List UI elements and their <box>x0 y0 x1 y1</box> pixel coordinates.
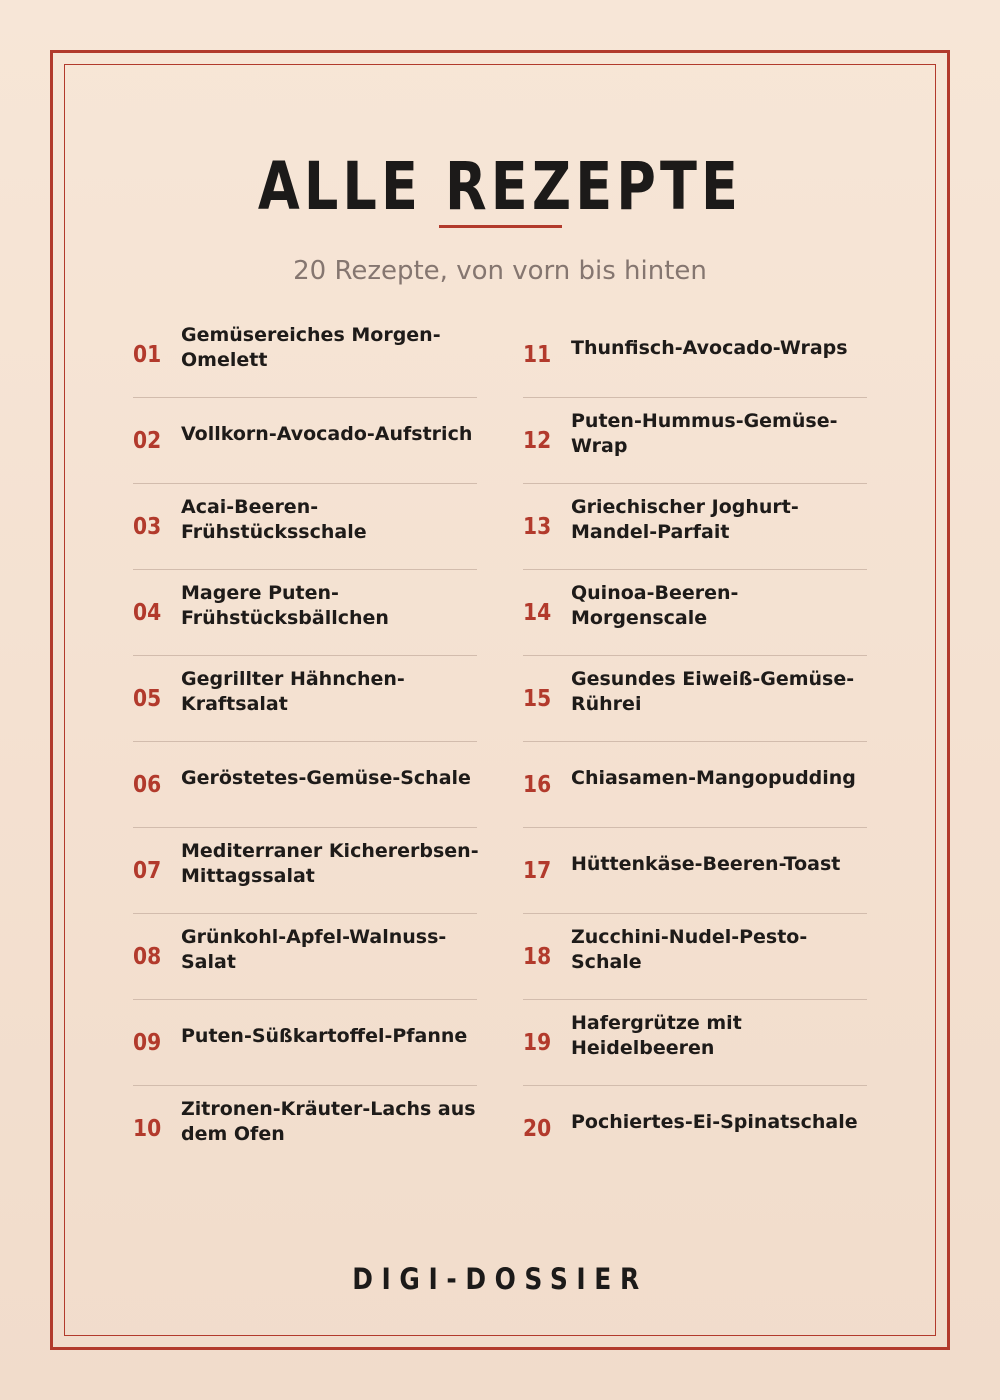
recipe-name: Chiasamen-Mangopudding <box>571 766 856 789</box>
recipe-number: 18 <box>523 944 552 970</box>
recipe-row <box>523 1000 867 1086</box>
recipe-name: Gemüsereiches Morgen-Omelett <box>181 324 441 371</box>
recipe-row <box>523 484 867 570</box>
recipe-row <box>523 570 867 656</box>
recipe-row <box>133 656 477 742</box>
recipe-name: Hafergrütze mit Heidelbeeren <box>571 1012 742 1059</box>
recipe-row <box>133 484 477 570</box>
page-subtitle: 20 Rezepte, von vorn bis hinten <box>293 256 707 286</box>
recipe-row <box>523 828 867 914</box>
recipe-number: 14 <box>523 600 552 626</box>
recipe-row <box>133 914 477 1000</box>
recipe-name: Gegrillter Hähnchen-Kraftsalat <box>181 668 405 715</box>
recipe-number: 09 <box>133 1030 162 1056</box>
recipe-number: 16 <box>523 772 552 798</box>
recipe-name: Magere Puten-Frühstücksbällchen <box>181 582 389 629</box>
recipe-name: Geröstetes-Gemüse-Schale <box>181 766 471 789</box>
recipe-row <box>133 742 477 828</box>
recipe-list-right <box>523 312 867 1172</box>
recipe-number: 01 <box>133 342 162 368</box>
recipe-row <box>133 1000 477 1086</box>
recipe-name: Griechischer Joghurt-Mandel-Parfait <box>571 496 799 543</box>
recipe-row <box>523 656 867 742</box>
recipe-number: 13 <box>523 514 552 540</box>
recipe-number: 03 <box>133 514 162 540</box>
recipe-name: Acai-Beeren-Frühstücksschale <box>181 496 367 543</box>
brand-wordmark: DIGI-DOSSIER <box>352 1262 648 1296</box>
recipe-number: 15 <box>523 686 552 712</box>
page-title: ALLE REZEPTE <box>257 148 743 225</box>
recipe-number: 07 <box>133 858 162 884</box>
recipe-number: 04 <box>133 600 162 626</box>
recipe-name: Thunfisch-Avocado-Wraps <box>571 336 848 359</box>
recipe-number: 06 <box>133 772 162 798</box>
recipe-number: 19 <box>523 1030 552 1056</box>
recipe-row <box>523 312 867 398</box>
recipe-name: Grünkohl-Apfel-Walnuss-Salat <box>181 926 447 973</box>
recipe-number: 10 <box>133 1116 162 1142</box>
recipe-number: 17 <box>523 858 552 884</box>
recipe-number: 02 <box>133 428 162 454</box>
recipe-name: Zucchini-Nudel-Pesto-Schale <box>571 926 808 973</box>
recipe-number: 05 <box>133 686 162 712</box>
recipe-number: 08 <box>133 944 162 970</box>
recipe-name: Mediterraner Kichererbsen-Mittagssalat <box>181 840 479 887</box>
recipe-list-left <box>133 312 477 1172</box>
recipe-row <box>523 742 867 828</box>
recipe-number: 11 <box>523 342 552 368</box>
title-underline <box>439 225 562 228</box>
recipe-name: Vollkorn-Avocado-Aufstrich <box>181 422 473 445</box>
recipe-row <box>523 1086 867 1172</box>
recipe-row <box>133 828 477 914</box>
recipe-name: Zitronen-Kräuter-Lachs aus dem Ofen <box>181 1098 476 1145</box>
recipe-name: Puten-Süßkartoffel-Pfanne <box>181 1024 468 1047</box>
recipe-name: Hüttenkäse-Beeren-Toast <box>571 852 841 875</box>
recipe-row <box>523 398 867 484</box>
recipe-name: Pochiertes-Ei-Spinatschale <box>571 1110 858 1133</box>
recipe-row <box>133 570 477 656</box>
recipe-number: 12 <box>523 428 552 454</box>
recipe-row <box>523 914 867 1000</box>
recipe-name: Gesundes Eiweiß-Gemüse-Rührei <box>571 668 855 715</box>
recipe-number: 20 <box>523 1116 552 1142</box>
recipe-row <box>133 398 477 484</box>
recipe-name: Quinoa-Beeren-Morgenscale <box>571 582 739 629</box>
recipe-name: Puten-Hummus-Gemüse-Wrap <box>571 410 838 457</box>
recipe-row <box>133 1086 477 1172</box>
recipe-row <box>133 312 477 398</box>
